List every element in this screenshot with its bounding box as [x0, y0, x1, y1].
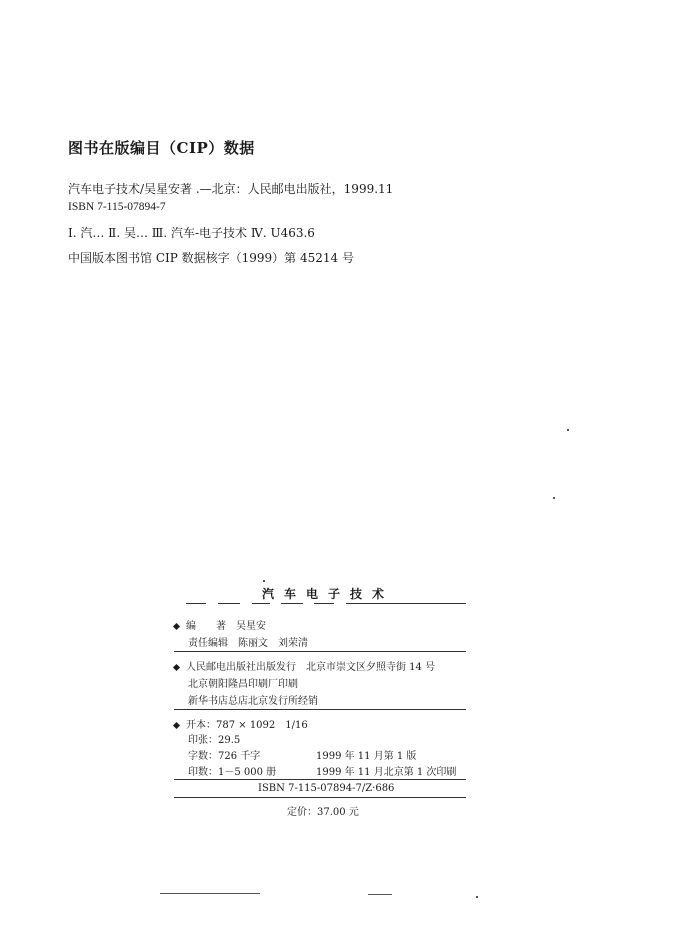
price: 定价：37.00 元 [287, 807, 359, 818]
print-run: 印数：1－5 000 册 [188, 767, 277, 778]
section-divider [174, 797, 466, 798]
colophon-book-title: 汽车电子技术 [262, 587, 395, 601]
printer-row: 北京朝阳隆昌印刷厂印刷 [188, 679, 298, 690]
section-divider [174, 779, 466, 780]
section-divider [174, 709, 466, 710]
author-name: 吴星安 [236, 621, 266, 632]
format-value: 开本：787 × 1092 1/16 [186, 720, 308, 731]
cip-title-line: 汽车电子技术/吴星安著 .—北京：人民邮电出版社，1999.11 [68, 182, 394, 196]
isbn-full: ISBN 7-115-07894-7/Z·686 [258, 783, 395, 794]
word-count: 字数：726 千字 [188, 751, 261, 762]
cip-heading: 图书在版编目（CIP）数据 [68, 139, 255, 157]
cip-subject-line: Ⅰ. 汽… Ⅱ. 吴… Ⅲ. 汽车-电子技术 Ⅳ. U463.6 [68, 226, 315, 240]
edition-info: 1999 年 11 月第 1 版 [316, 751, 417, 762]
editor-label: 责任编辑 [188, 638, 228, 649]
printing-info: 1999 年 11 月北京第 1 次印刷 [316, 767, 457, 778]
diamond-bullet-icon [173, 623, 180, 630]
cip-catalog-number-line: 中国版本图书馆 CIP 数据核字（1999）第 45214 号 [68, 251, 354, 265]
editor-names: 陈丽文 刘荣清 [238, 638, 308, 649]
publisher-address: 北京市崇文区夕照寺街 14 号 [306, 662, 436, 673]
diamond-bullet-icon [173, 722, 180, 729]
author-label: 编 著 [186, 621, 226, 632]
author-row [174, 617, 266, 632]
publisher-name: 人民邮电出版社出版发行 [186, 662, 296, 673]
publisher-row [174, 658, 435, 673]
diamond-bullet-icon [173, 664, 180, 671]
format-row [174, 716, 308, 731]
section-divider [174, 651, 466, 652]
sheets-row: 印张：29.5 [188, 735, 241, 746]
cip-isbn-line: ISBN 7-115-07894-7 [68, 201, 166, 213]
distributor-row: 新华书店总店北京发行所经销 [188, 696, 318, 707]
editor-row [188, 634, 308, 649]
